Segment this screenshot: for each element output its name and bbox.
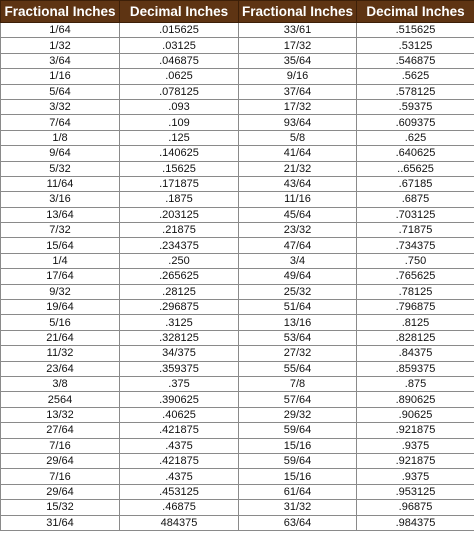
table-row xyxy=(1,253,474,268)
decimal-left-cell: .234375 xyxy=(120,238,239,253)
table-row xyxy=(1,515,474,530)
decimal-left-cell: 34/375 xyxy=(120,346,239,361)
table-row xyxy=(1,500,474,515)
fraction-right-cell: 17/32 xyxy=(239,38,357,53)
decimal-right-cell: .515625 xyxy=(357,23,474,38)
table-row xyxy=(1,469,474,484)
fraction-right-cell: 15/16 xyxy=(239,469,357,484)
fraction-left-cell: 17/64 xyxy=(1,269,120,284)
fraction-left-cell: 5/16 xyxy=(1,315,120,330)
fraction-left-cell: 13/64 xyxy=(1,207,120,222)
fraction-right-cell: 49/64 xyxy=(239,269,357,284)
fraction-left-cell: 3/16 xyxy=(1,192,120,207)
fraction-left-cell: 9/64 xyxy=(1,146,120,161)
table-row xyxy=(1,315,474,330)
fraction-left-cell: 7/16 xyxy=(1,438,120,453)
fraction-left-cell: 1/64 xyxy=(1,23,120,38)
decimal-left-cell: .296875 xyxy=(120,300,239,315)
table-row xyxy=(1,84,474,99)
fraction-left-cell: 9/32 xyxy=(1,284,120,299)
fraction-left-cell: 7/16 xyxy=(1,469,120,484)
table-row xyxy=(1,207,474,222)
fraction-right-cell: 41/64 xyxy=(239,146,357,161)
decimal-left-cell: .078125 xyxy=(120,84,239,99)
fraction-right-cell: 9/16 xyxy=(239,69,357,84)
fraction-left-cell: 3/8 xyxy=(1,376,120,391)
fraction-right-cell: 57/64 xyxy=(239,392,357,407)
decimal-right-cell: .96875 xyxy=(357,500,474,515)
fraction-right-cell: 31/32 xyxy=(239,500,357,515)
decimal-left-cell: .03125 xyxy=(120,38,239,53)
fraction-left-cell: 31/64 xyxy=(1,515,120,530)
fraction-right-cell: 55/64 xyxy=(239,361,357,376)
table-row xyxy=(1,23,474,38)
fraction-right-cell: 59/64 xyxy=(239,453,357,468)
table-row xyxy=(1,146,474,161)
decimal-right-cell: .84375 xyxy=(357,346,474,361)
decimal-right-cell: .625 xyxy=(357,130,474,145)
table-row xyxy=(1,346,474,361)
decimal-right-cell: .67185 xyxy=(357,176,474,191)
fraction-right-cell: 11/16 xyxy=(239,192,357,207)
decimal-right-cell: .765625 xyxy=(357,269,474,284)
table-row xyxy=(1,161,474,176)
decimal-left-cell: .421875 xyxy=(120,423,239,438)
fraction-left-cell: 3/32 xyxy=(1,99,120,114)
decimal-left-cell: .46875 xyxy=(120,500,239,515)
fraction-right-cell: 5/8 xyxy=(239,130,357,145)
fraction-right-cell: 35/64 xyxy=(239,53,357,68)
decimal-right-cell: .875 xyxy=(357,376,474,391)
table-row xyxy=(1,361,474,376)
decimal-right-cell: .921875 xyxy=(357,453,474,468)
decimal-right-cell: .921875 xyxy=(357,423,474,438)
table-row xyxy=(1,300,474,315)
fraction-left-cell: 15/64 xyxy=(1,238,120,253)
table-row xyxy=(1,423,474,438)
decimal-left-cell: .140625 xyxy=(120,146,239,161)
decimal-right-cell: .546875 xyxy=(357,53,474,68)
table-row xyxy=(1,238,474,253)
decimal-right-cell: .859375 xyxy=(357,361,474,376)
decimal-left-cell: .4375 xyxy=(120,438,239,453)
decimal-right-cell: .796875 xyxy=(357,300,474,315)
fraction-left-cell: 27/64 xyxy=(1,423,120,438)
decimal-left-cell: .421875 xyxy=(120,453,239,468)
decimal-left-cell: .250 xyxy=(120,253,239,268)
table-row xyxy=(1,284,474,299)
fraction-left-cell: 5/64 xyxy=(1,84,120,99)
decimal-right-cell: .9375 xyxy=(357,438,474,453)
fraction-left-cell: 5/32 xyxy=(1,161,120,176)
fraction-left-cell: 1/8 xyxy=(1,130,120,145)
fraction-right-cell: 13/16 xyxy=(239,315,357,330)
fraction-right-cell: 3/4 xyxy=(239,253,357,268)
decimal-right-cell: .59375 xyxy=(357,99,474,114)
table-row xyxy=(1,376,474,391)
fraction-right-cell: 29/32 xyxy=(239,407,357,422)
decimal-right-cell: .703125 xyxy=(357,207,474,222)
fraction-right-cell: 15/16 xyxy=(239,438,357,453)
header-decimal-inches-left: Decimal Inches xyxy=(120,1,239,23)
decimal-left-cell: .203125 xyxy=(120,207,239,222)
decimal-left-cell: .375 xyxy=(120,376,239,391)
table-row xyxy=(1,484,474,499)
fraction-left-cell: 29/64 xyxy=(1,484,120,499)
fraction-left-cell: 13/32 xyxy=(1,407,120,422)
decimal-left-cell: .40625 xyxy=(120,407,239,422)
decimal-right-cell: .640625 xyxy=(357,146,474,161)
decimal-left-cell: .109 xyxy=(120,115,239,130)
table-row xyxy=(1,176,474,191)
decimal-left-cell: .4375 xyxy=(120,469,239,484)
decimal-left-cell: .015625 xyxy=(120,23,239,38)
fraction-right-cell: 61/64 xyxy=(239,484,357,499)
table-row xyxy=(1,99,474,114)
fraction-left-cell: 21/64 xyxy=(1,330,120,345)
fraction-left-cell: 19/64 xyxy=(1,300,120,315)
fraction-right-cell: 23/32 xyxy=(239,223,357,238)
decimal-right-cell: .578125 xyxy=(357,84,474,99)
table-row xyxy=(1,130,474,145)
fraction-left-cell: 15/32 xyxy=(1,500,120,515)
fraction-right-cell: 47/64 xyxy=(239,238,357,253)
decimal-right-cell: .90625 xyxy=(357,407,474,422)
table-row xyxy=(1,69,474,84)
table-row xyxy=(1,192,474,207)
table-row xyxy=(1,223,474,238)
decimal-right-cell: .6875 xyxy=(357,192,474,207)
fraction-right-cell: 63/64 xyxy=(239,515,357,530)
decimal-right-cell: .828125 xyxy=(357,330,474,345)
decimal-left-cell: .21875 xyxy=(120,223,239,238)
fraction-right-cell: 25/32 xyxy=(239,284,357,299)
fraction-left-cell: 23/64 xyxy=(1,361,120,376)
decimal-right-cell: .609375 xyxy=(357,115,474,130)
fraction-left-cell: 1/32 xyxy=(1,38,120,53)
decimal-right-cell: .53125 xyxy=(357,38,474,53)
decimal-left-cell: .171875 xyxy=(120,176,239,191)
header-row xyxy=(1,1,474,23)
decimal-right-cell: .78125 xyxy=(357,284,474,299)
decimal-right-cell: .750 xyxy=(357,253,474,268)
fraction-left-cell: 29/64 xyxy=(1,453,120,468)
decimal-right-cell: .890625 xyxy=(357,392,474,407)
fraction-right-cell: 17/32 xyxy=(239,99,357,114)
table-row xyxy=(1,392,474,407)
fraction-left-cell: 1/16 xyxy=(1,69,120,84)
fraction-left-cell: 7/64 xyxy=(1,115,120,130)
decimal-left-cell: .28125 xyxy=(120,284,239,299)
fraction-left-cell: 2564 xyxy=(1,392,120,407)
fraction-right-cell: 37/64 xyxy=(239,84,357,99)
table-row xyxy=(1,38,474,53)
fraction-right-cell: 93/64 xyxy=(239,115,357,130)
fraction-right-cell: 21/32 xyxy=(239,161,357,176)
fraction-right-cell: 53/64 xyxy=(239,330,357,345)
fraction-right-cell: 59/64 xyxy=(239,423,357,438)
decimal-left-cell: .1875 xyxy=(120,192,239,207)
decimal-right-cell: ..65625 xyxy=(357,161,474,176)
header-fractional-inches-left: Fractional Inches xyxy=(1,1,120,23)
table-row xyxy=(1,407,474,422)
fraction-left-cell: 3/64 xyxy=(1,53,120,68)
decimal-left-cell: .265625 xyxy=(120,269,239,284)
fraction-left-cell: 11/32 xyxy=(1,346,120,361)
decimal-right-cell: .734375 xyxy=(357,238,474,253)
fraction-right-cell: 27/32 xyxy=(239,346,357,361)
decimal-right-cell: .953125 xyxy=(357,484,474,499)
table-row xyxy=(1,330,474,345)
fraction-right-cell: 33/61 xyxy=(239,23,357,38)
table-body xyxy=(1,23,474,531)
decimal-left-cell: .328125 xyxy=(120,330,239,345)
table-row xyxy=(1,453,474,468)
decimal-right-cell: .8125 xyxy=(357,315,474,330)
fraction-right-cell: 7/8 xyxy=(239,376,357,391)
decimal-left-cell: .0625 xyxy=(120,69,239,84)
decimal-left-cell: .046875 xyxy=(120,53,239,68)
fraction-left-cell: 1/4 xyxy=(1,253,120,268)
table-row xyxy=(1,53,474,68)
fraction-left-cell: 7/32 xyxy=(1,223,120,238)
header-fractional-inches-right: Fractional Inches xyxy=(239,1,357,23)
fraction-right-cell: 43/64 xyxy=(239,176,357,191)
decimal-right-cell: .9375 xyxy=(357,469,474,484)
table-row xyxy=(1,438,474,453)
decimal-left-cell: .453125 xyxy=(120,484,239,499)
header-decimal-inches-right: Decimal Inches xyxy=(357,1,474,23)
table-row xyxy=(1,269,474,284)
decimal-right-cell: .71875 xyxy=(357,223,474,238)
decimal-left-cell: .125 xyxy=(120,130,239,145)
decimal-right-cell: .984375 xyxy=(357,515,474,530)
decimal-left-cell: .390625 xyxy=(120,392,239,407)
decimal-left-cell: .359375 xyxy=(120,361,239,376)
decimal-right-cell: .5625 xyxy=(357,69,474,84)
decimal-left-cell: .093 xyxy=(120,99,239,114)
fraction-right-cell: 45/64 xyxy=(239,207,357,222)
decimal-left-cell: 484375 xyxy=(120,515,239,530)
fraction-left-cell: 11/64 xyxy=(1,176,120,191)
decimal-left-cell: .15625 xyxy=(120,161,239,176)
decimal-left-cell: .3125 xyxy=(120,315,239,330)
fraction-right-cell: 51/64 xyxy=(239,300,357,315)
table-row xyxy=(1,115,474,130)
